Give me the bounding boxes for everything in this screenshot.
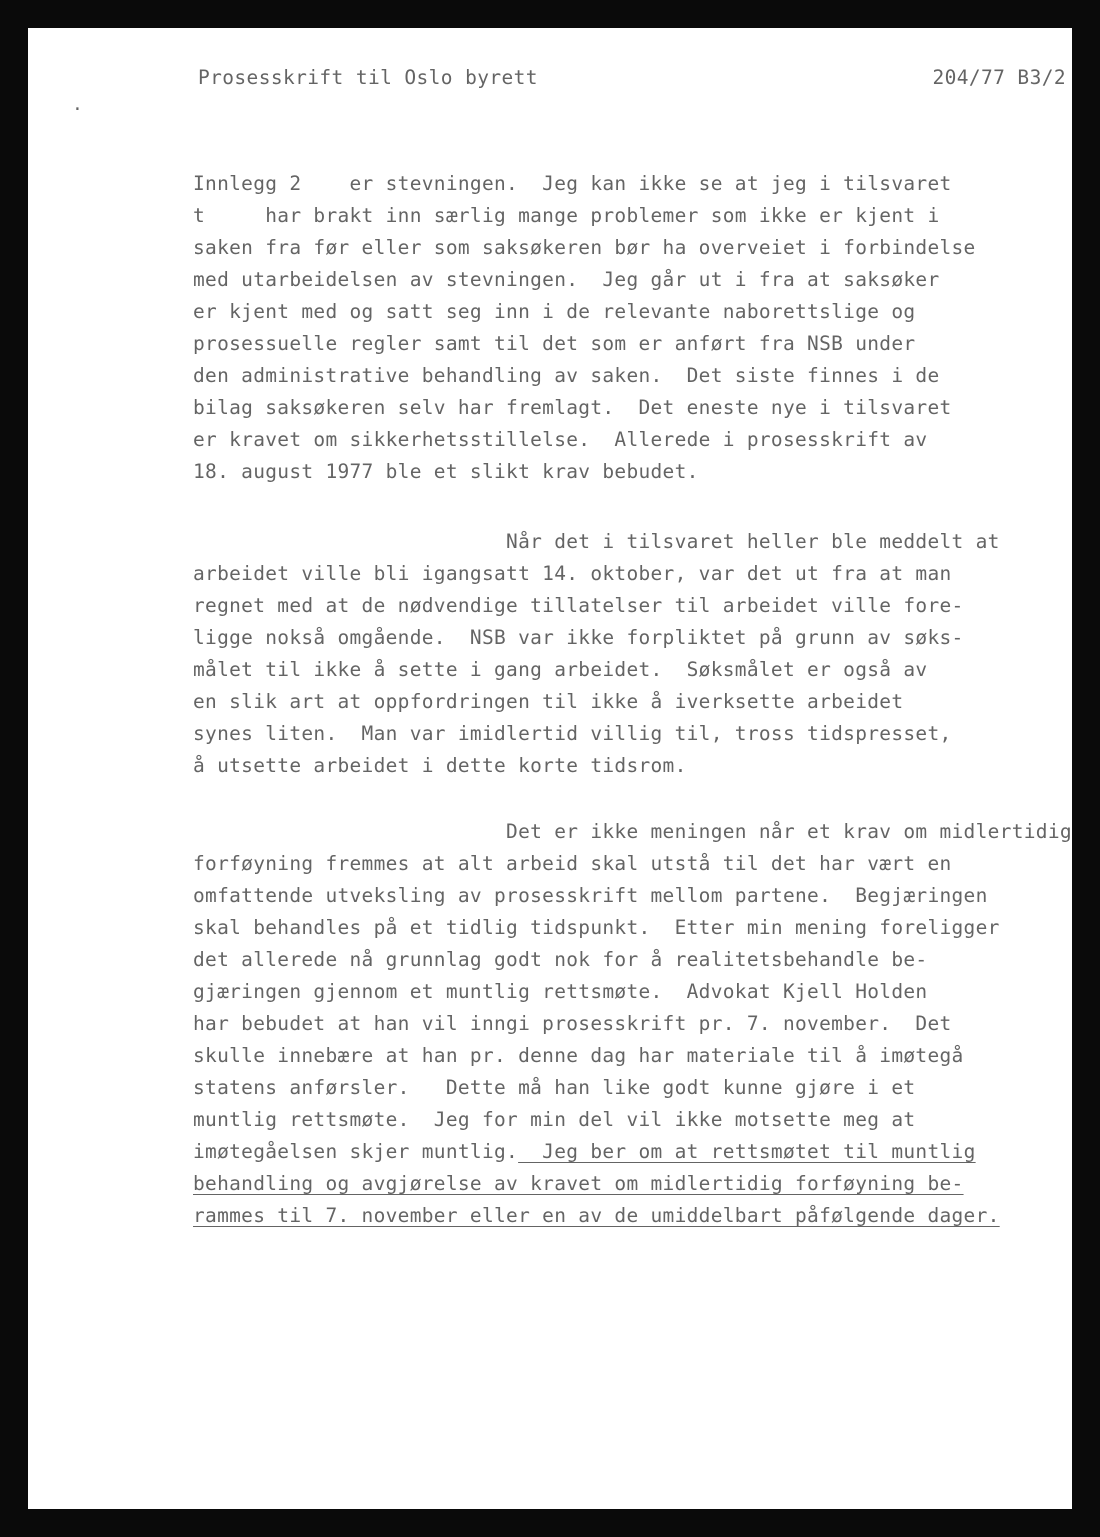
text-line: gjæringen gjennom et muntlig rettsmøte. Advokat Kjell Holden bbox=[193, 980, 928, 1003]
underlined-request-line: rammes til 7. november eller en av de umiddelbart påfølgende dager. bbox=[193, 1204, 1000, 1227]
text-line: Innlegg 2 er stevningen. Jeg kan ikke se at jeg i tilsvaret bbox=[193, 172, 952, 195]
text-line: målet til ikke å sette i gang arbeidet. Søksmålet er også av bbox=[193, 658, 928, 681]
text-line: Det er ikke meningen når et krav om midlertidig bbox=[193, 820, 1072, 843]
text-line-with-underline bbox=[193, 1136, 1072, 1168]
paragraph-1 bbox=[193, 168, 976, 488]
paragraph-3 bbox=[193, 816, 1072, 1232]
margin-mark: . bbox=[72, 94, 84, 115]
text-line: 18. august 1977 ble et slikt krav bebudet. bbox=[193, 460, 699, 483]
text-segment: imøtegåelsen skjer muntlig. bbox=[193, 1140, 519, 1163]
text-line: muntlig rettsmøte. Jeg for min del vil ikke motsette meg at bbox=[193, 1108, 916, 1131]
underlined-request: Jeg ber om at rettsmøtet til muntlig bbox=[518, 1140, 976, 1163]
text-line: saken fra før eller som saksøkeren bør ha overveiet i forbindelse bbox=[193, 236, 976, 259]
text-line: skulle innebære at han pr. denne dag har materiale til å imøtegå bbox=[193, 1044, 964, 1067]
text-line: skal behandles på et tidlig tidspunkt. Etter min mening foreligger bbox=[193, 916, 1000, 939]
text-line: det allerede nå grunnlag godt nok for å realitetsbehandle be- bbox=[193, 948, 928, 971]
text-line: er kravet om sikkerhetsstillelse. Allerede i prosesskrift av bbox=[193, 428, 928, 451]
text-line: har bebudet at han vil inngi prosesskrift pr. 7. november. Det bbox=[193, 1012, 952, 1035]
text-line: er kjent med og satt seg inn i de relevante naborettslige og bbox=[193, 300, 916, 323]
text-line: synes liten. Man var imidlertid villig til, tross tidspresset, bbox=[193, 722, 952, 745]
text-line: statens anførsler. Dette må han like godt kunne gjøre i et bbox=[193, 1076, 916, 1099]
text-line: arbeidet ville bli igangsatt 14. oktober, var det ut fra at man bbox=[193, 562, 952, 585]
underlined-request-line: behandling og avgjørelse av kravet om midlertidig forføyning be- bbox=[193, 1172, 964, 1195]
header-case-number: 204/77 B3/2 bbox=[932, 66, 1066, 89]
text-line: omfattende utveksling av prosesskrift mellom partene. Begjæringen bbox=[193, 884, 988, 907]
text-line: en slik art at oppfordringen til ikke å iverksette arbeidet bbox=[193, 690, 904, 713]
header-title: Prosesskrift til Oslo byrett bbox=[198, 66, 538, 89]
text-line: den administrative behandling av saken. Det siste finnes i de bbox=[193, 364, 940, 387]
text-line: t har brakt inn særlig mange problemer som ikke er kjent i bbox=[193, 204, 940, 227]
text-line: ligge nokså omgående. NSB var ikke forpliktet på grunn av søks- bbox=[193, 626, 964, 649]
text-line: å utsette arbeidet i dette korte tidsrom. bbox=[193, 754, 687, 777]
text-line: prosessuelle regler samt til det som er anført fra NSB under bbox=[193, 332, 916, 355]
text-line: bilag saksøkeren selv har fremlagt. Det eneste nye i tilsvaret bbox=[193, 396, 952, 419]
text-line: regnet med at de nødvendige tillatelser til arbeidet ville fore- bbox=[193, 594, 964, 617]
text-line: forføyning fremmes at alt arbeid skal utstå til det har vært en bbox=[193, 852, 952, 875]
text-line: med utarbeidelsen av stevningen. Jeg går ut i fra at saksøker bbox=[193, 268, 940, 291]
document-page bbox=[28, 28, 1072, 1509]
text-line: Når det i tilsvaret heller ble meddelt at bbox=[193, 530, 1000, 553]
paragraph-2 bbox=[193, 526, 1000, 782]
